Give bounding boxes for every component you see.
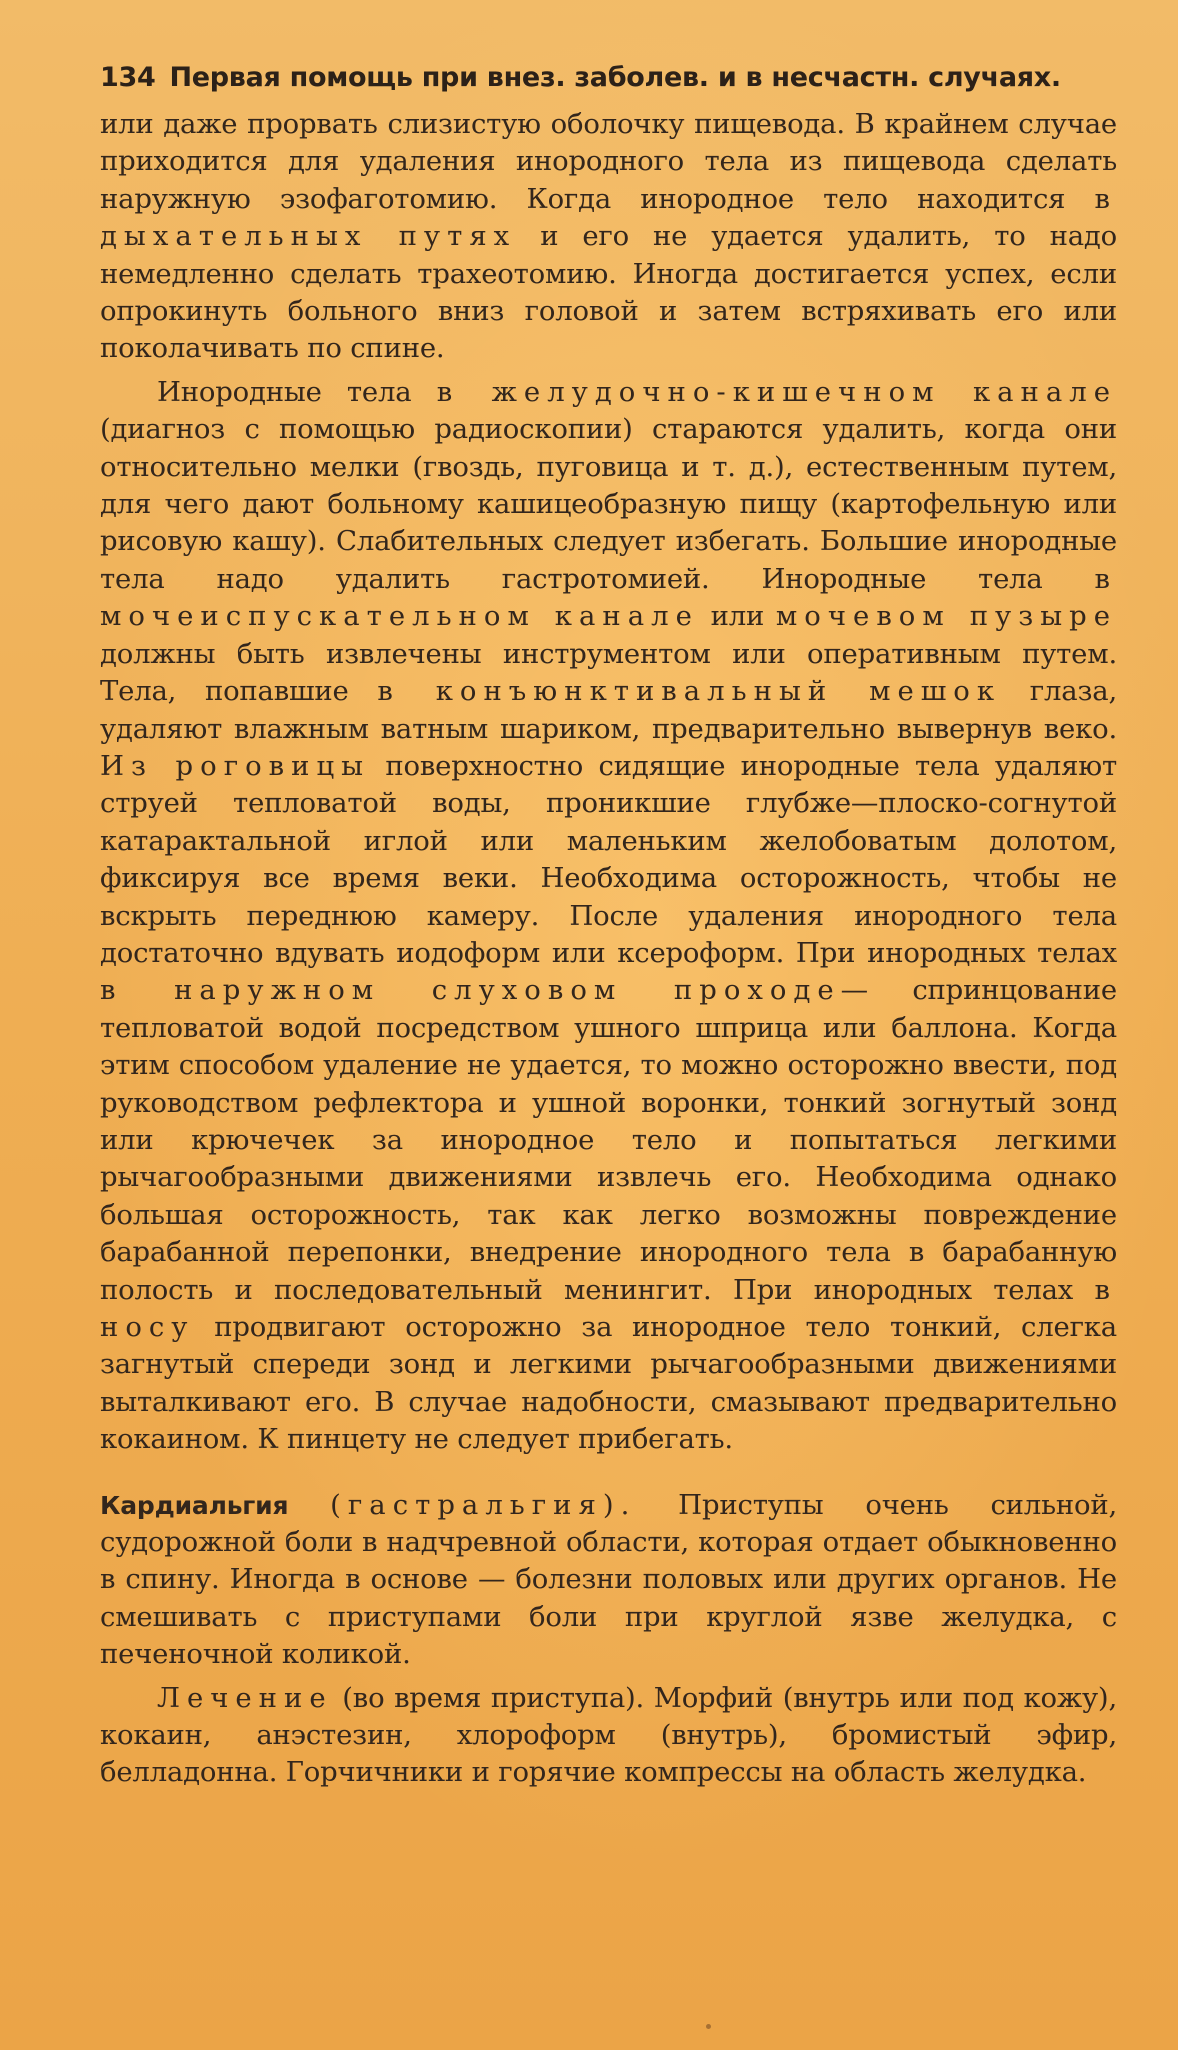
running-header	[100, 50, 1117, 106]
spaced-term: в конъюнктивальный мешок	[377, 675, 1002, 708]
spaced-term: Из роговицы	[100, 749, 371, 782]
spaced-term: Лечение	[157, 1681, 333, 1714]
spaced-term: мочевом пузыре	[775, 600, 1117, 633]
paper-speck	[706, 2024, 711, 2029]
spaced-term: в наружном слуховом проходе	[100, 974, 841, 1007]
spaced-term: в мочеиспускательном канале	[100, 562, 1117, 633]
book-page	[100, 50, 1117, 1792]
page-number: 134	[100, 62, 156, 93]
paragraph-foreign-bodies: Инородные тела в желудочно-кишечном канале (диагноз с помощью радиоскопии) стараются удалить, когда они относительно мелки (гвоздь, пуговица и т. д.), естественным путем, для чего дают больному кашицеобразную пищу (картофельную или рисовую кашу). Слабительных следует избегать. Большие инородные тела надо удалить гастротомией. Инородные тела в мочеиспускательном канале или мочевом пузыре должны быть извлечены инструментом или оперативным путем. Тела, попавшие в конъюнктивальный мешок глаза, удаляют влажным ватным шариком, предварительно вывернув веко. Из роговицы поверхностно сидящие инородные тела удаляют струей тепловатой воды, проникшие глубже—плоско-согнутой катарактальной иглой или маленьким желобоватым долотом, фиксируя все время веки. Необходима осторожность, чтобы не вскрыть переднюю камеру. После удаления инородного тела достаточно вдувать иодоформ или ксероформ. При инородных телах в наружном слуховом проходе— спринцование тепловатой водой посредством ушного шприца или баллона. Когда этим способом удаление не удается, то можно осторожно ввести, под руководством рефлектора и ушной воронки, тонкий зогнутый зонд или крючечек за инородное тело и попытаться легкими рычагообразными движениями извлечь его. Необходима однако большая осторожность, так как легко возможны повреждение барабанной перепонки, внедрение инородного тела в барабанную полость и последовательный менингит. При инородных телах в носу продвигают осторожно за инородное тело тонкий, слегка загнутый спереди зонд и легкими рычагообразными движениями выталкивают его. В случае надобности, смазывают предварительно кокаином. К пинцету не следует прибегать.	[100, 375, 1118, 1456]
paragraph-foreign-body-esophagus: или даже прорвать слизистую оболочку пищевода. В крайнем случае приходится для удаления инородного тела из пищевода сделать наружную эзофаготомию. Когда инородное тело находится в дыхательных путях и его не удается удалить, то надо немедленно сделать трахеотомию. Иногда достигается успех, если опрокинуть больного вниз головой и затем встряхивать его или поколачивать по спине.	[100, 108, 1117, 365]
paragraph-treatment: Лечение (во время приступа). Морфий (внутрь или под кожу), кокаин, анэстезин, хлороформ (внутрь), бромистый эфир, белладонна. Горчичники и горячие компрессы на область желудка.	[100, 1681, 1117, 1789]
running-title: Первая помощь при внез. заболев. и в несчастн. случаях.	[169, 62, 1061, 93]
article-heading: Кардиальгия	[100, 1490, 289, 1520]
spaced-term: в носу	[100, 1273, 1117, 1343]
spaced-term: в желудочно-кишечном канале	[436, 375, 1118, 408]
spaced-term: в дыхательных путях	[100, 182, 1117, 253]
paragraph-cardialgia: Кардиальгия (гастральгия). Приступы очень сильной, судорожной боли в надчревной области, которая отдает обыкновенно в спину. Иногда в основе — болезни половых или других органов. Не смешивать с приступами боли при круглой язве желудка, с печеночной коликой.	[100, 1488, 1118, 1671]
spaced-term: (гастральгия).	[330, 1488, 637, 1521]
